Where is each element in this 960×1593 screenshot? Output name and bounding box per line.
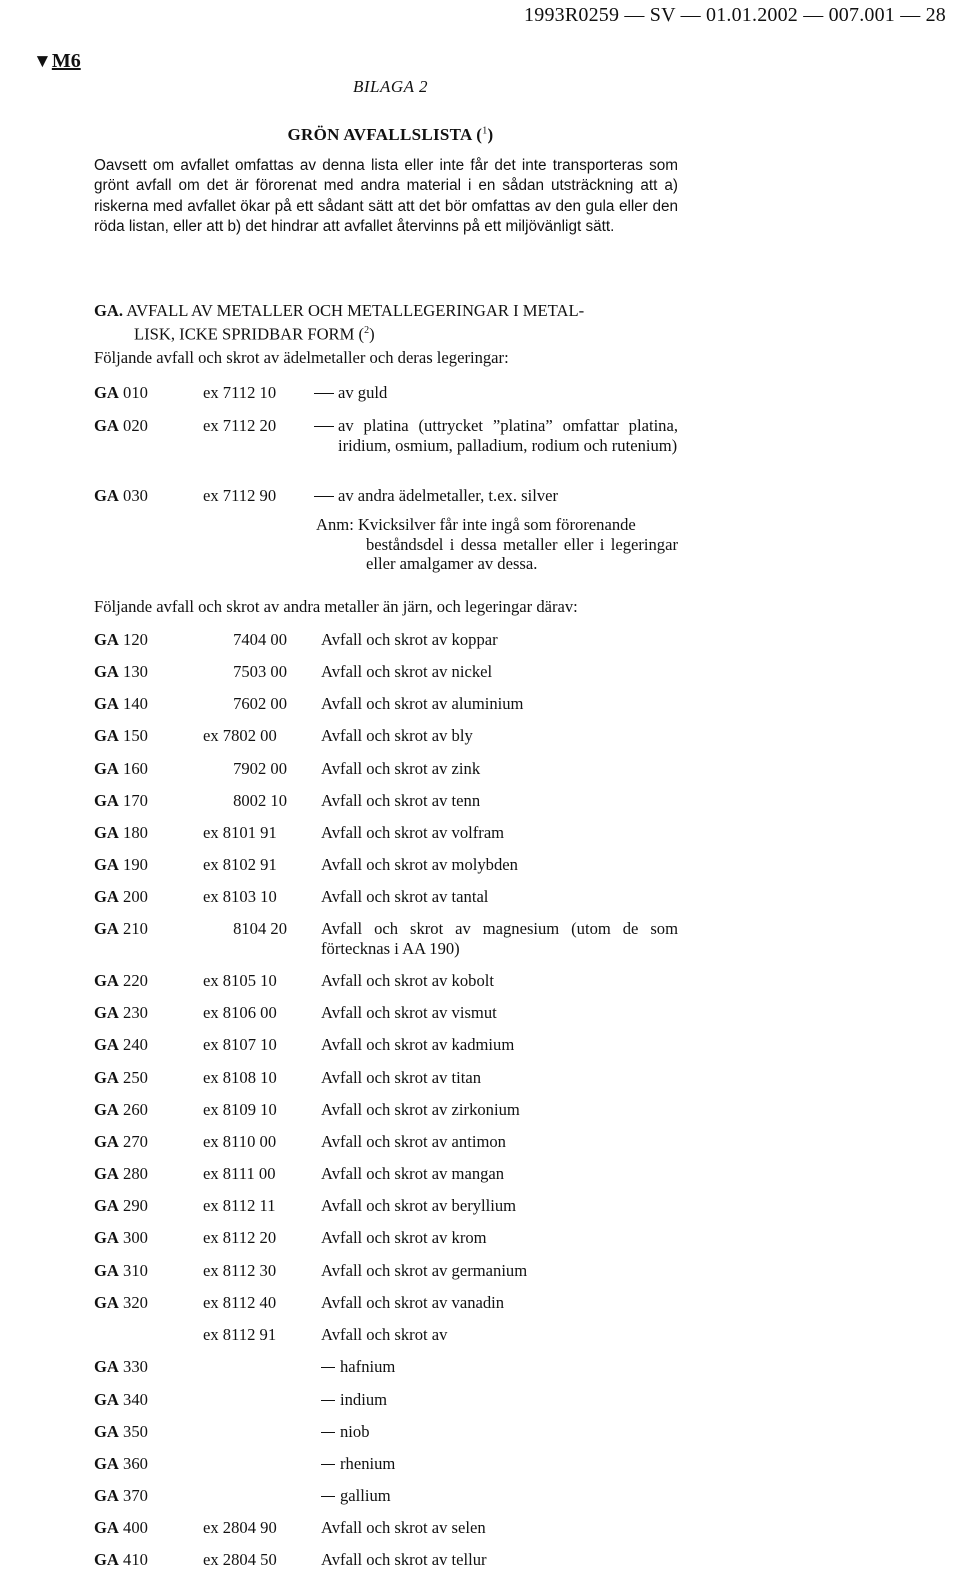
- waste-code-prefix: GA: [94, 1132, 119, 1151]
- waste-code-number: 170: [123, 791, 148, 810]
- section-heading: GA. AVFALL AV METALLER OCH METALLEGERINGAR I METAL- LISK, ICKE SPRIDBAR FORM ($^2$): [94, 301, 585, 344]
- waste-code: [94, 1068, 148, 1088]
- waste-code: [94, 1486, 148, 1506]
- item-description: Avfall och skrot av volfram: [321, 823, 505, 842]
- waste-code-number: 020: [123, 416, 148, 435]
- hs-code: ex 8110 00: [203, 1132, 277, 1151]
- hs-code: 7902 00: [233, 759, 287, 778]
- hs-code: ex 8108 10: [203, 1068, 277, 1087]
- hs-code: ex 8112 30: [203, 1261, 277, 1280]
- waste-code-prefix: GA: [94, 662, 119, 681]
- waste-code: [94, 1390, 148, 1410]
- waste-code: [94, 726, 148, 746]
- waste-code: [94, 416, 148, 436]
- waste-code-number: 270: [123, 1132, 148, 1151]
- waste-code-prefix: GA: [94, 1454, 119, 1473]
- waste-code-prefix: GA: [94, 1068, 119, 1087]
- item-description: av guld: [338, 383, 388, 402]
- em-dash: [321, 1432, 335, 1433]
- waste-code-number: 120: [123, 630, 148, 649]
- waste-code-number: 200: [123, 887, 148, 906]
- hs-code: ex 7802 00: [203, 726, 277, 745]
- item-description: Avfall och skrot av vanadin: [321, 1293, 505, 1312]
- hs-code: ex 8103 10: [203, 887, 277, 906]
- waste-code: [94, 1100, 148, 1120]
- waste-code: [94, 1003, 148, 1023]
- waste-code-number: 290: [123, 1196, 148, 1215]
- item-description: av platina (uttrycket ”platina” omfattar platina, iridium, osmium, palladium, rodium och rutenium): [338, 416, 678, 455]
- waste-code: [94, 855, 148, 875]
- hs-code: ex 2804 50: [203, 1550, 277, 1569]
- section-title-line2: LISK, ICKE SPRIDBAR FORM: [134, 324, 355, 344]
- item-description: Avfall och skrot av tantal: [321, 887, 489, 906]
- em-dash: [321, 1496, 335, 1497]
- waste-code-number: 280: [123, 1164, 148, 1183]
- item-description: Avfall och skrot av titan: [321, 1068, 482, 1087]
- hs-code: 7503 00: [233, 662, 287, 681]
- item-description: Avfall och skrot av vismut: [321, 1003, 497, 1022]
- waste-code-prefix: GA: [94, 630, 119, 649]
- hs-code: ex 8111 00: [203, 1164, 276, 1183]
- item-description: Avfall och skrot av krom: [321, 1228, 487, 1247]
- item-description: Avfall och skrot av magnesium (utom de som förtecknas i AA 190): [321, 919, 678, 958]
- waste-code-number: 230: [123, 1003, 148, 1022]
- waste-code-number: 010: [123, 383, 148, 402]
- item-description: Avfall och skrot av kobolt: [321, 971, 494, 990]
- waste-code: [94, 823, 148, 843]
- footnote-ref-1[interactable]: 1: [482, 125, 488, 137]
- em-dash: [321, 1464, 335, 1465]
- waste-code-number: 220: [123, 971, 148, 990]
- waste-code-prefix: GA: [94, 1164, 119, 1183]
- waste-code: [94, 1261, 148, 1281]
- waste-code-prefix: GA: [94, 416, 119, 435]
- waste-code: [94, 1518, 148, 1538]
- item-description: gallium: [340, 1486, 391, 1505]
- waste-code: [94, 1132, 148, 1152]
- waste-code-prefix: GA: [94, 919, 119, 938]
- annex-heading: BILAGA 2: [353, 77, 428, 96]
- item-description: Avfall och skrot av beryllium: [321, 1196, 517, 1215]
- waste-code-number: 190: [123, 855, 148, 874]
- waste-code-prefix: GA: [94, 1390, 119, 1409]
- waste-code-number: 160: [123, 759, 148, 778]
- waste-code: [94, 1357, 148, 1377]
- waste-code-prefix: GA: [94, 887, 119, 906]
- lead-paragraph-precious: Följande avfall och skrot av ädelmetaller och deras legeringar:: [94, 348, 509, 367]
- waste-code-number: 400: [123, 1518, 148, 1537]
- item-description: Avfall och skrot av mangan: [321, 1164, 505, 1183]
- em-dash: [321, 1400, 335, 1401]
- waste-code-prefix: GA: [94, 1486, 119, 1505]
- waste-code: [94, 1196, 148, 1216]
- note-paragraph: [316, 515, 678, 574]
- waste-code: [94, 1293, 148, 1313]
- waste-code-prefix: GA: [94, 1550, 119, 1569]
- item-description: Avfall och skrot av molybden: [321, 855, 518, 874]
- section-title-line1: AVFALL AV METALLER OCH METALLEGERINGAR I METAL-: [126, 301, 585, 320]
- waste-code: [94, 1164, 148, 1184]
- waste-code: [94, 486, 148, 506]
- hs-code: ex 8112 20: [203, 1228, 277, 1247]
- item-description: Avfall och skrot av germanium: [321, 1261, 528, 1280]
- item-description: Avfall och skrot av zink: [321, 759, 481, 778]
- waste-code: [94, 1228, 148, 1248]
- waste-code-prefix: GA: [94, 1003, 119, 1022]
- waste-code-number: 150: [123, 726, 148, 745]
- hs-code: ex 8112 91: [203, 1325, 277, 1344]
- waste-code-number: 130: [123, 662, 148, 681]
- hs-code: 8002 10: [233, 791, 287, 810]
- item-description: hafnium: [340, 1357, 396, 1376]
- waste-code: [94, 1035, 148, 1055]
- hs-code: ex 8112 40: [203, 1293, 277, 1312]
- waste-code: [94, 887, 148, 907]
- running-header: 1993R0259 — SV — 01.01.2002 — 007.001 — 28: [524, 4, 946, 26]
- waste-code: [94, 1422, 148, 1442]
- waste-code-number: 410: [123, 1550, 148, 1569]
- hs-code: ex 8107 10: [203, 1035, 277, 1054]
- note-continuation: beståndsdel i dessa metaller eller i legeringar eller amalgamer av dessa.: [366, 534, 678, 574]
- hs-code: ex 2804 90: [203, 1518, 277, 1537]
- waste-code: [94, 971, 148, 991]
- hs-code: 7404 00: [233, 630, 287, 649]
- waste-code-prefix: GA: [94, 1100, 119, 1119]
- item-description: Avfall och skrot av bly: [321, 726, 473, 745]
- item-description: Avfall och skrot av selen: [321, 1518, 486, 1537]
- waste-code-prefix: GA: [94, 1422, 119, 1441]
- waste-code-number: 310: [123, 1261, 148, 1280]
- waste-code-number: 030: [123, 486, 148, 505]
- waste-code-number: 250: [123, 1068, 148, 1087]
- em-dash: [314, 426, 334, 427]
- hs-code: ex 8102 91: [203, 855, 277, 874]
- waste-code-number: 210: [123, 919, 148, 938]
- waste-code-prefix: GA: [94, 1035, 119, 1054]
- waste-code-prefix: GA: [94, 1293, 119, 1312]
- waste-code: [94, 694, 148, 714]
- waste-code-prefix: GA: [94, 726, 119, 745]
- hs-code: ex 7112 20: [203, 416, 277, 435]
- hs-code: ex 7112 10: [203, 383, 277, 402]
- page-title: GRÖN AVFALLSLISTA ($^1$): [287, 125, 494, 144]
- hs-code: ex 8101 91: [203, 823, 277, 842]
- item-description: Avfall och skrot av antimon: [321, 1132, 506, 1151]
- waste-code-prefix: GA: [94, 1261, 119, 1280]
- item-description: Avfall och skrot av nickel: [321, 662, 493, 681]
- waste-code-prefix: GA: [94, 855, 119, 874]
- item-description: Avfall och skrot av tenn: [321, 791, 481, 810]
- waste-code-prefix: GA: [94, 694, 119, 713]
- waste-code-number: 300: [123, 1228, 148, 1247]
- hs-code: 7602 00: [233, 694, 287, 713]
- hs-code: ex 8105 10: [203, 971, 277, 990]
- item-description: niob: [340, 1422, 370, 1441]
- waste-code-prefix: GA: [94, 759, 119, 778]
- waste-code-prefix: GA: [94, 971, 119, 990]
- waste-code-number: 330: [123, 1357, 148, 1376]
- waste-code: [94, 759, 148, 779]
- item-description: indium: [340, 1390, 388, 1409]
- waste-code-number: 340: [123, 1390, 148, 1409]
- footnote-ref-2[interactable]: 2: [364, 325, 370, 336]
- waste-code: [94, 1454, 148, 1474]
- hs-code: ex 8106 00: [203, 1003, 277, 1022]
- hs-code: ex 8109 10: [203, 1100, 277, 1119]
- waste-code-number: 360: [123, 1454, 148, 1473]
- item-description: Avfall och skrot av aluminium: [321, 694, 524, 713]
- waste-code: [94, 919, 148, 939]
- waste-code: [94, 630, 148, 650]
- em-dash: [321, 1367, 335, 1368]
- waste-code-number: 350: [123, 1422, 148, 1441]
- hs-code: ex 8112 11: [203, 1196, 276, 1215]
- waste-code-number: 320: [123, 1293, 148, 1312]
- waste-code-prefix: GA: [94, 486, 119, 505]
- amendment-label: M6: [51, 50, 81, 72]
- item-description: Avfall och skrot av koppar: [321, 630, 498, 649]
- waste-code-prefix: GA: [94, 1518, 119, 1537]
- triangle-down-icon: ▼: [33, 51, 52, 72]
- title-text: GRÖN AVFALLSLISTA: [287, 125, 472, 144]
- note-first-line: Anm: Kvicksilver får inte ingå som förorenande: [316, 515, 636, 534]
- waste-code: [94, 662, 148, 682]
- intro-paragraph: Oavsett om avfallet omfattas av denna lista eller inte får det inte transporteras som grönt avfall om det är förorenat med andra material i en sådan utsträckning att a) riskerna med avfallet ökar på ett sådant sätt att det bör omfattas av den gula eller den röda listan, eller att b) det hindrar att avfallet återvinns på ett miljövänligt sätt.: [94, 157, 678, 236]
- lead-paragraph-metals: Följande avfall och skrot av andra metaller än järn, och legeringar därav:: [94, 597, 578, 616]
- item-description: av andra ädelmetaller, t.ex. silver: [338, 486, 559, 505]
- waste-code-prefix: GA: [94, 791, 119, 810]
- item-description: Avfall och skrot av: [321, 1325, 448, 1344]
- em-dash: [314, 393, 334, 394]
- waste-code-number: 180: [123, 823, 148, 842]
- item-description: Avfall och skrot av zirkonium: [321, 1100, 520, 1119]
- item-description: Avfall och skrot av kadmium: [321, 1035, 515, 1054]
- waste-code-number: 240: [123, 1035, 148, 1054]
- section-prefix: GA.: [94, 301, 124, 320]
- waste-code-prefix: GA: [94, 823, 119, 842]
- hs-code: 8104 20: [233, 919, 287, 938]
- waste-code-number: 260: [123, 1100, 148, 1119]
- waste-code-number: 370: [123, 1486, 148, 1505]
- amendment-marker[interactable]: [33, 50, 81, 73]
- waste-code-prefix: GA: [94, 1196, 119, 1215]
- waste-code-prefix: GA: [94, 383, 119, 402]
- item-description: Avfall och skrot av tellur: [321, 1550, 487, 1569]
- em-dash: [314, 496, 334, 497]
- waste-code: [94, 791, 148, 811]
- waste-code: [94, 383, 148, 403]
- waste-code: [94, 1550, 148, 1570]
- item-description: rhenium: [340, 1454, 396, 1473]
- waste-code-prefix: GA: [94, 1228, 119, 1247]
- waste-code-prefix: GA: [94, 1357, 119, 1376]
- hs-code: ex 7112 90: [203, 486, 277, 505]
- waste-code-number: 140: [123, 694, 148, 713]
